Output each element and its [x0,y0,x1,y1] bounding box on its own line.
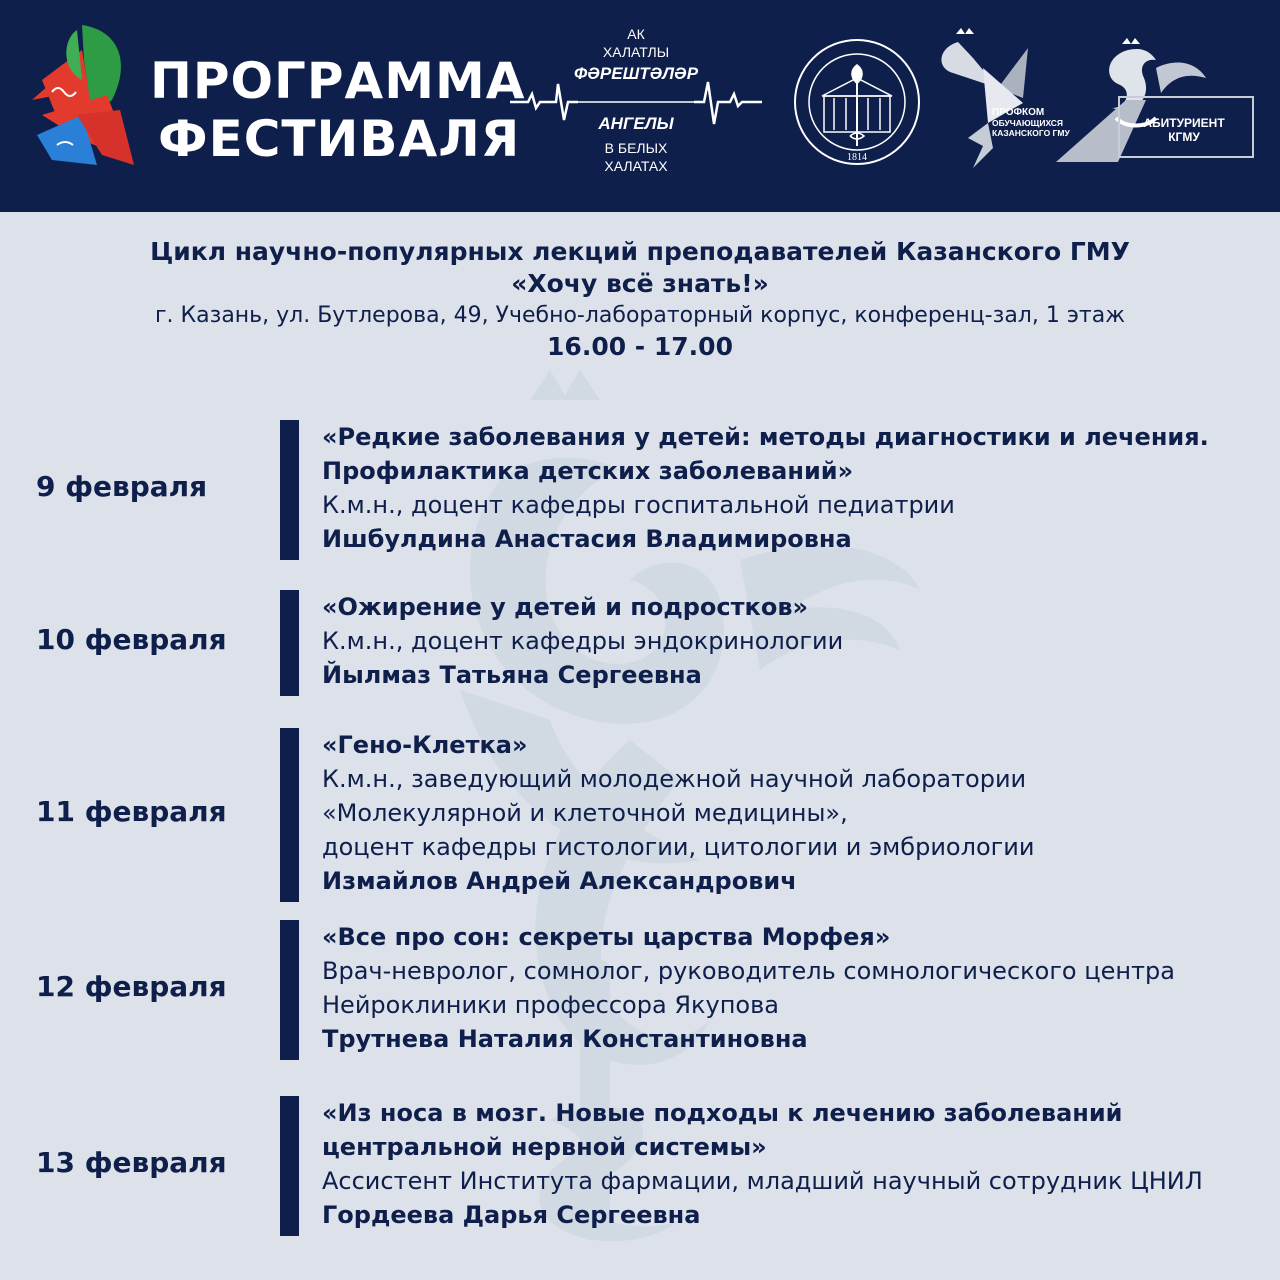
lecture-line-bold: «Редкие заболевания у детей: методы диагностики и лечения. [322,423,1209,451]
lecture-divider-bar [280,590,299,696]
angels-line3: ФӘРЕШТӘЛӘР [573,64,699,83]
lecture-divider-bar [280,728,299,902]
lecture-line-bold: Измайлов Андрей Александрович [322,867,797,895]
lecture-details [322,728,1272,898]
series-title: «Хочу всё знать!» [511,269,769,298]
profkom-line3: КАЗАНСКОГО ГМУ [992,128,1070,138]
lecture-divider-bar [280,1096,299,1236]
lecture-line-bold: «Все про сон: секреты царства Морфея» [322,923,891,951]
intro-block [0,236,1280,363]
lecture-line-bold: «Гено-Клетка» [322,731,528,759]
lecture-line: К.м.н., доцент кафедры эндокринологии [322,627,844,655]
abiturient-line2: КГМУ [1168,130,1200,144]
program-title-line2: ФЕСТИВАЛЯ [158,110,521,168]
lecture-row [0,728,1280,902]
event-time: 16.00 - 17.00 [547,332,733,361]
angels-logo [508,20,764,190]
angels-line5: В БЕЛЫХ [604,140,668,156]
lecture-line: Врач-невролог, сомнолог, руководитель сомнологического центра [322,957,1175,985]
lecture-row [0,920,1280,1060]
festival-logo-icon [22,20,140,170]
abiturient-text [1120,116,1248,144]
lecture-row [0,1096,1280,1236]
lecture-line-bold: «Ожирение у детей и подростков» [322,593,809,621]
lecture-date: 10 февраля [36,623,227,656]
lecture-divider-bar [280,920,299,1060]
lecture-line: К.м.н., доцент кафедры госпитальной педиатрии [322,491,955,519]
angels-line2: ХАЛАТЛЫ [602,44,670,60]
lecture-line: Ассистент Института фармации, младший научный сотрудник ЦНИЛ [322,1167,1203,1195]
lecture-line: К.м.н., заведующий молодежной научной лаборатории [322,765,1027,793]
venue-address: г. Казань, ул. Бутлерова, 49, Учебно-лабораторный корпус, конференц-зал, 1 этаж [154,303,1126,328]
profkom-line1: ПРОФКОМ [992,107,1045,118]
program-title [150,52,526,168]
lecture-line: «Молекулярной и клеточной медицины», [322,799,848,827]
lecture-line-bold: Трутнева Наталия Константиновна [322,1025,808,1053]
lecture-date: 11 февраля [36,795,227,828]
lecture-line-bold: «Из носа в мозг. Новые подходы к лечению заболеваний [322,1099,1123,1127]
lecture-details [322,920,1272,1056]
series-heading: Цикл научно-популярных лекций преподавателей Казанского ГМУ [150,237,1130,266]
lecture-line: доцент кафедры гистологии, цитологии и эмбриологии [322,833,1035,861]
lecture-date: 9 февраля [36,470,208,503]
lecture-line-bold: центральной нервной системы» [322,1133,767,1161]
angels-line1: АК [627,26,645,42]
lecture-line-bold: Ишбулдина Анастасия Владимировна [322,525,852,553]
lecture-date: 13 февраля [36,1146,227,1179]
lecture-details [322,590,1272,692]
lecture-divider-bar [280,420,299,560]
lecture-details [322,1096,1272,1232]
lecture-line-bold: Йылмаз Татьяна Сергеевна [322,661,702,689]
program-title-line1: ПРОГРАММА [150,52,526,110]
angels-line4: АНГЕЛЫ [598,114,674,133]
lecture-line-bold: Гордеева Дарья Сергеевна [322,1201,701,1229]
header-banner [0,0,1280,212]
lecture-row [0,590,1280,696]
profkom-line2: ОБУЧАЮЩИХСЯ [992,118,1064,128]
abiturient-line1: АБИТУРИЕНТ [1143,116,1225,130]
lecture-date: 12 февраля [36,970,227,1003]
seal-year: 1814 [847,152,867,163]
university-seal-icon [792,36,922,172]
lecture-row [0,420,1280,560]
lecture-details [322,420,1272,556]
angels-line6: ХАЛАТАХ [604,158,668,174]
lecture-line-bold: Профилактика детских заболеваний» [322,457,854,485]
lecture-line: Нейроклиники профессора Якупова [322,991,779,1019]
